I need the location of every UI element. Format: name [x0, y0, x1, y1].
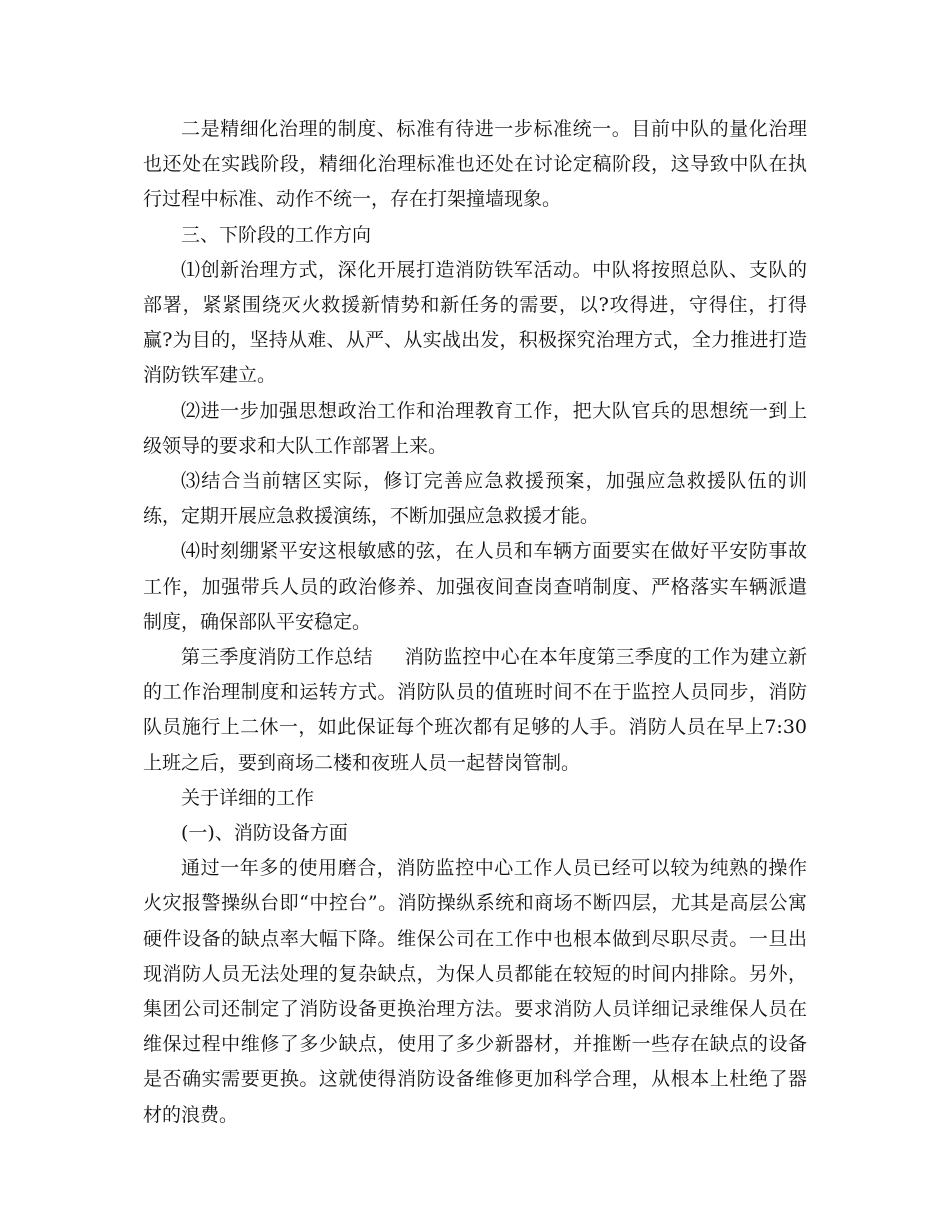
paragraph-q3-summary	[143, 640, 807, 781]
subsection-heading-equipment: (一)、消防设备方面	[181, 822, 348, 845]
q3-summary-title: 第三季度消防工作总结	[181, 646, 373, 669]
document-body	[143, 112, 807, 1133]
paragraph-item-3: ⑶结合当前辖区实际，修订完善应急救援预案，加强应急救援队伍的训练，定期开展应急救援演练，不断加强应急救援才能。	[143, 470, 807, 528]
paragraph-item-1: ⑴创新治理方式，深化开展打造消防铁军活动。中队将按照总队、支队的部署，紧紧围绕灭火救援新情势和新任务的需要，以?攻得进，守得住，打得赢?为目的，坚持从难、从严、从实战出发，积极探究治理方式，全力推进打造消防铁军建立。	[143, 258, 807, 387]
paragraph-item-4: ⑷时刻绷紧平安这根敏感的弦，在人员和车辆方面要实在做好平安防事故工作，加强带兵人员的政治修养、加强夜间查岗查哨制度、严格落实车辆派遣制度，确保部队平安稳定。	[143, 540, 807, 633]
paragraph-equipment: 通过一年多的使用磨合，消防监控中心工作人员已经可以较为纯熟的操作火灾报警操纵台即“中控台”。消防操纵系统和商场不断四层，尤其是高层公寓硬件设备的缺点率大幅下降。维保公司在工作中也根本做到尽职尽责。一旦出现消防人员无法处理的复杂缺点，为保人员都能在较短的时间内排除。另外，集团公司还制定了消防设备更换治理方法。要求消防人员详细记录维保人员在维保过程中维修了多少缺点，使用了多少新器材，并推断一些存在缺点的设备是否确实需要更换。这就使得消防设备维修更加科学合理，从根本上杜绝了器材的浪费。	[143, 857, 807, 1126]
paragraph-item-2: ⑵进一步加强思想政治工作和治理教育工作，把大队官兵的思想统一到上级领导的要求和大队工作部署上来。	[143, 399, 807, 457]
section-heading-next-stage: 三、下阶段的工作方向	[181, 223, 372, 246]
q3-summary-body: 消防监控中心在本年度第三季度的工作为建立新的工作治理制度和运转方式。消防队员的值班时间不在于监控人员同步，消防队员施行上二休一，如此保证每个班次都有足够的人手。消防人员在早上7:30上班之后，要到商场二楼和夜班人员一起替岗管制。	[143, 646, 807, 774]
paragraph-refinement-issue: 二是精细化治理的制度、标准有待进一步标准统一。目前中队的量化治理也还处在实践阶段，精细化治理标准也还处在讨论定稿阶段，这导致中队在执行过程中标准、动作不统一，存在打架撞墙现象。	[143, 118, 807, 211]
section-heading-specific-work: 关于详细的工作	[181, 786, 315, 809]
